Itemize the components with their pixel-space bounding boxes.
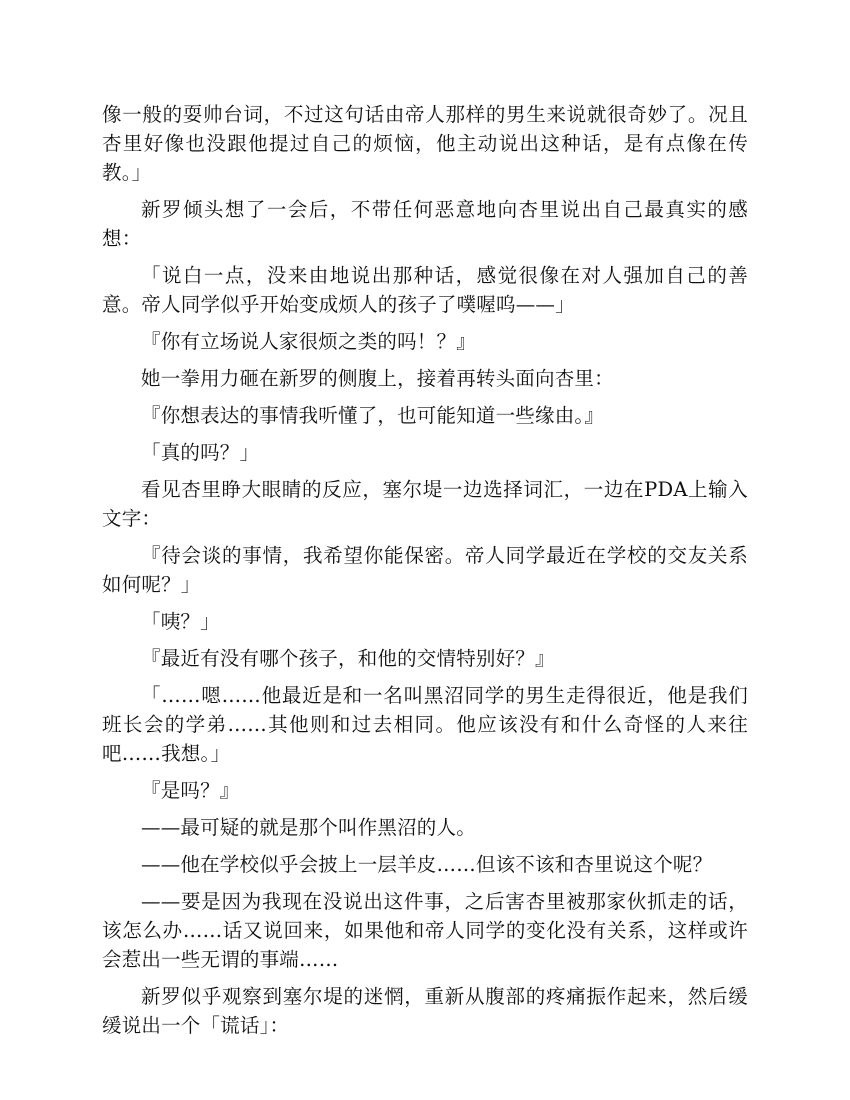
paragraph-thought: ——最可疑的就是那个叫作黑沼的人。 [141, 816, 476, 839]
paragraph-thought: ——要是因为我现在没说出这件事，之后害杏里被那家伙抓走的话，该怎么办……话又说回来，如果他和帝人同学的变化没有关系，这样或许会惹出一些无谓的事端…… [102, 890, 748, 971]
paragraph: 她一拳用力砸在新罗的侧腹上，接着再转头面向杏里： [141, 367, 614, 390]
paragraph: 新罗似乎观察到塞尔堤的迷惘，重新从腹部的疼痛振作起来，然后缓缓说出一个「谎话」： [102, 985, 748, 1037]
paragraph-dialogue: 『是吗？』 [141, 779, 240, 802]
paragraph-dialogue: 「说白一点，没来由地说出那种话，感觉很像在对人强加自己的善意。帝人同学似乎开始变成烦人的孩子了噗喔呜——」 [102, 264, 748, 316]
paragraph-continuation: 像一般的耍帅台词，不过这句话由帝人那样的男生来说就很奇妙了。况且杏里好像也没跟他提过自己的烦恼，他主动说出这种话，是有点像在传教。」 [102, 103, 748, 184]
paragraph-dialogue: 「真的吗？」 [141, 441, 260, 464]
paragraph: 新罗倾头想了一会后，不带任何恶意地向杏里说出自己最真实的感想： [102, 198, 748, 250]
paragraph-dialogue: 『你想表达的事情我听懂了，也可能知道一些缘由。』 [141, 404, 605, 427]
paragraph-dialogue: 『你有立场说人家很烦之类的吗！？』 [141, 330, 476, 353]
document-page [102, 100, 748, 1048]
paragraph-dialogue: 「咦？」 [141, 610, 220, 633]
paragraph-dialogue: 「……嗯……他最近是和一名叫黑沼同学的男生走得很近，他是我们班长会的学弟……其他则和过去相同。他应该没有和什么奇怪的人来往吧……我想。」 [102, 684, 748, 765]
paragraph-dialogue: 『最近有没有哪个孩子，和他的交情特别好？』 [141, 647, 555, 670]
paragraph-dialogue: 『待会谈的事情，我希望你能保密。帝人同学最近在学校的交友关系如何呢？」 [102, 544, 748, 596]
paragraph-thought: ——他在学校似乎会披上一层羊皮……但该不该和杏里说这个呢？ [141, 853, 713, 876]
paragraph: 看见杏里睁大眼睛的反应，塞尔堤一边选择词汇，一边在PDA上输入文字： [102, 478, 748, 530]
